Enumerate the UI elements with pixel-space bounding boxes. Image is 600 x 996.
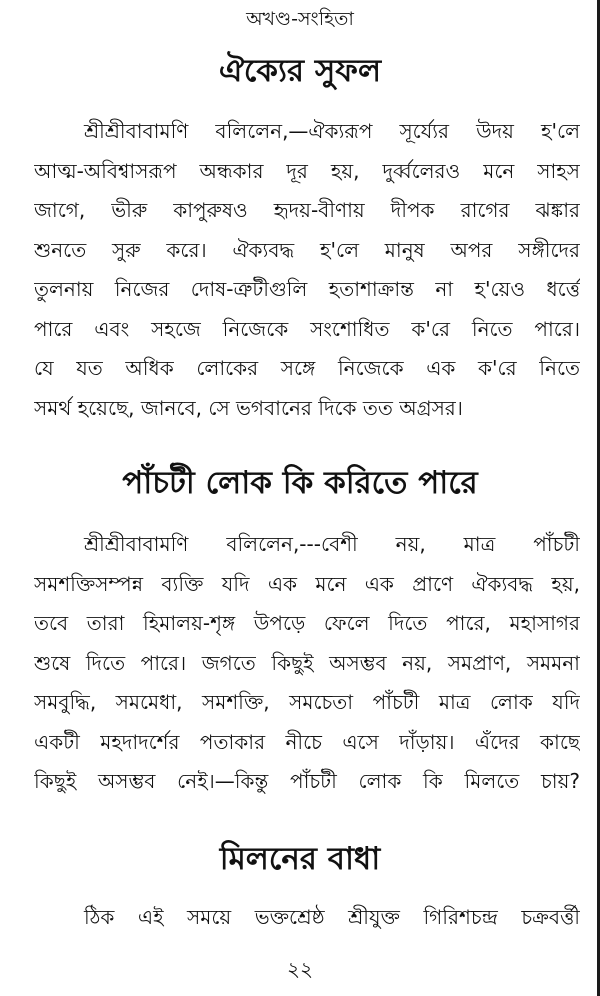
paragraph-line: সমবুদ্ধি, সমমেধা, সমশক্তি, সমচেতা পাঁচটী মাত্র লোক যদি: [34, 690, 580, 714]
page-number: ২২: [286, 957, 313, 981]
section-heading-obstacle: মিলনের বাধা: [219, 841, 381, 877]
section-heading-five-people: পাঁচটী লোক কি করিতে পারে: [122, 465, 478, 501]
paragraph-line: সমশক্তিসম্পন্ন ব্যক্তি যদি এক মনে এক প্রাণে ঐক্যবদ্ধ হয়,: [34, 571, 580, 596]
paragraph-line: শুষে দিতে পারে। জগতে কিছুই অসম্ভব নয়, সমপ্রাণ, সমমনা: [34, 650, 580, 675]
paragraph-line: পারে এবং সহজে নিজেকে সংশোধিত ক'রে নিতে পারে।: [34, 316, 580, 341]
paragraph-line: একটী মহদাদর্শের পতাকার নীচে এসে দাঁড়ায়। এঁদের কাছে: [34, 729, 580, 754]
paragraph-five-people: [34, 525, 580, 802]
paragraph-line: তবে তারা হিমালয়-শৃঙ্গ উপড়ে ফেলে দিতে পারে, মহাসাগর: [34, 611, 580, 635]
running-head: অখণ্ড-সংহিতা: [246, 8, 354, 30]
paragraph-line: তুলনায় নিজের দোষ-ত্রুটীগুলি হতাশাক্রান্ত না হ'য়েও ধর্ত্তে: [34, 277, 580, 301]
paragraph-line: জাগে, ভীরু কাপুরুষও হৃদয়-বীণায় দীপক রাগের ঝঙ্কার: [34, 198, 580, 222]
paragraph-line: কিছুই অসম্ভব নেই।—কিন্তু পাঁচটী লোক কি মিলতে চায়?: [34, 769, 580, 793]
paragraph-line: সমর্থ হয়েছে, জানবে, সে ভগবানের দিকে তত অগ্রসর।: [34, 395, 463, 420]
section-heading-unity: ঐক্যের সুফল: [218, 53, 382, 89]
paragraph-line: যে যত অধিক লোকের সঙ্গে নিজেকে এক ক'রে নিতে: [34, 356, 580, 380]
paragraph-unity: [34, 112, 580, 428]
paragraph-obstacle: [34, 898, 580, 938]
paragraph-line: শ্রীশ্রীবাবামণি বলিলেন,---বেশী নয়, মাত্র পাঁচটী: [84, 532, 580, 556]
paragraph-line: ঠিক এই সময়ে ভক্তশ্রেষ্ঠ শ্রীযুক্ত গিরিশচন্দ্র চক্রবর্ত্তী: [84, 905, 580, 929]
paragraph-line: শুনতে সুরু করে। ঐক্যবদ্ধ হ'লে মানুষ অপর সঙ্গীদের: [34, 237, 580, 262]
paragraph-line: আত্ম-অবিশ্বাসরূপ অন্ধকার দূর হয়, দুর্ব্বলেরও মনে সাহস: [34, 158, 580, 183]
paragraph-line: শ্রীশ্রীবাবামণি বলিলেন,—ঐক্যরূপ সূর্য্যের উদয় হ'লে: [84, 119, 580, 143]
